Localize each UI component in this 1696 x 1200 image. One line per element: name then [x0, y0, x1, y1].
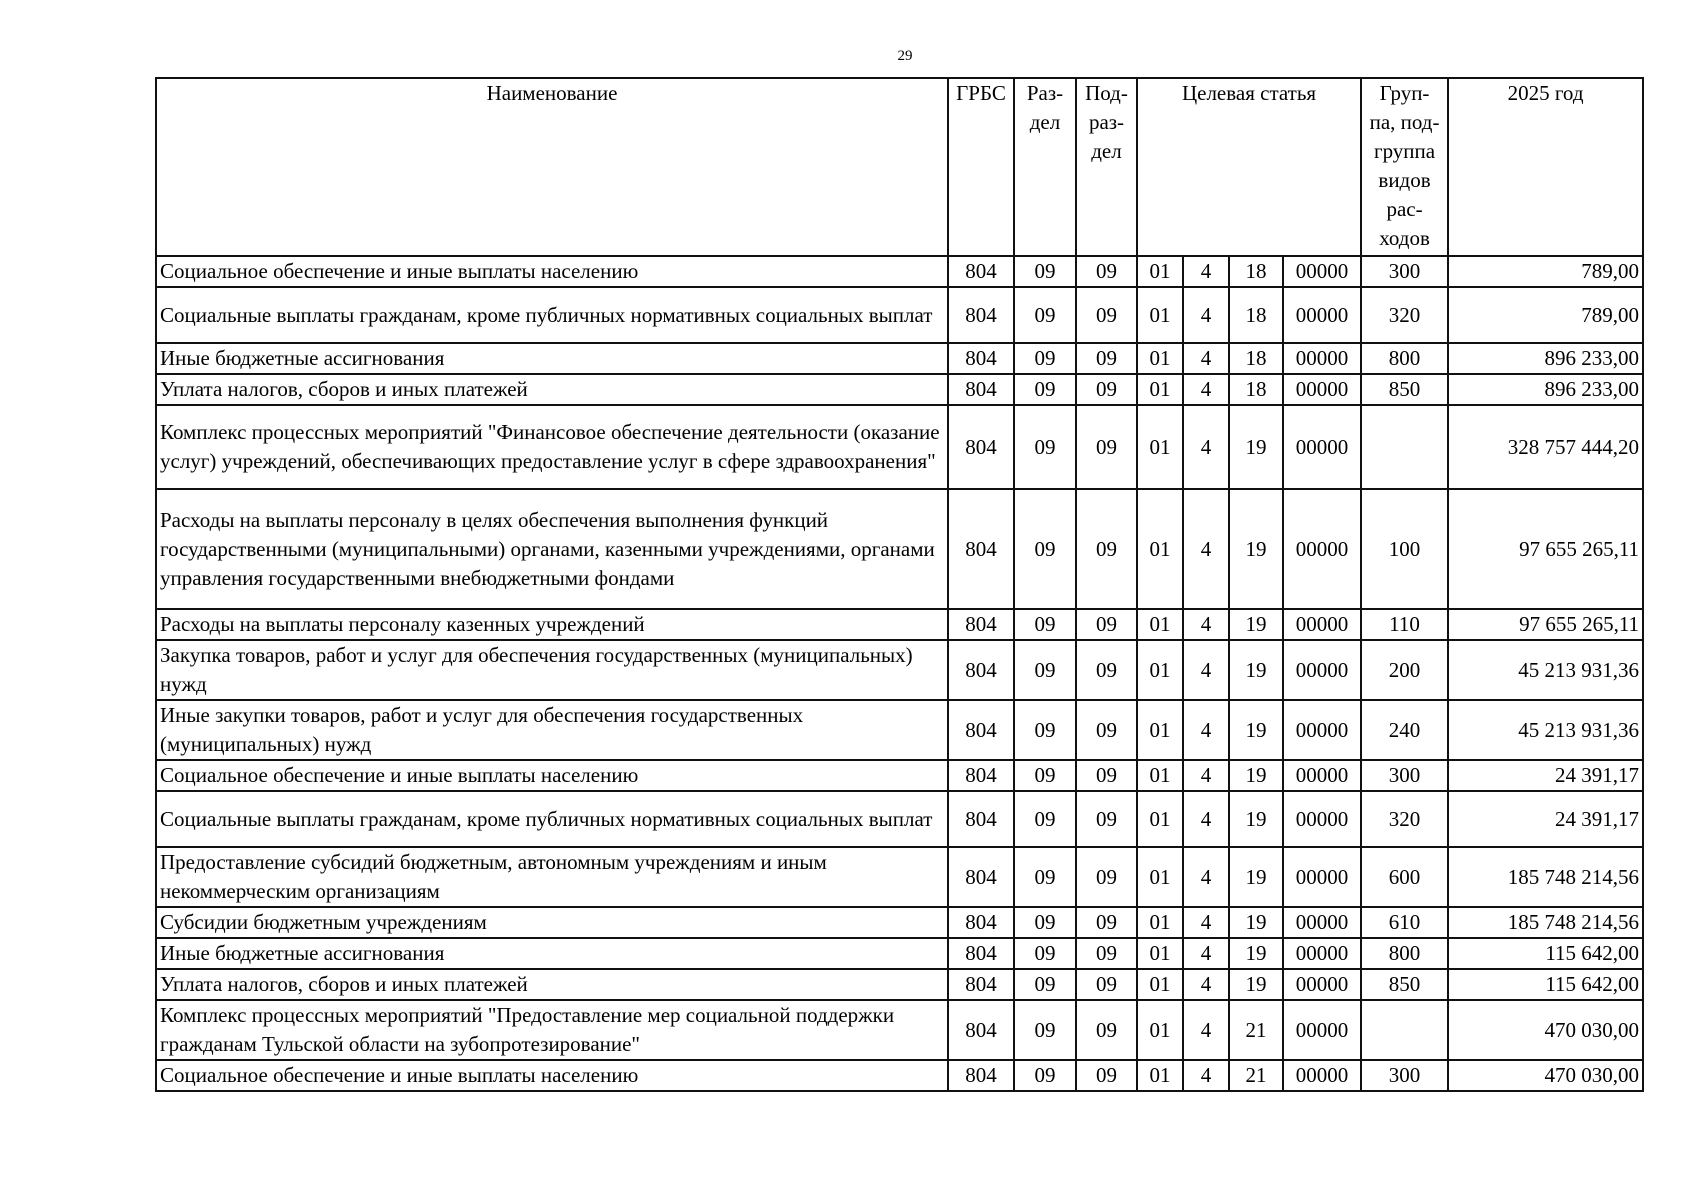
row-razdel: 09: [1014, 847, 1076, 907]
row-amount: 115 642,00: [1448, 938, 1643, 969]
row-target-item: 18: [1229, 343, 1283, 374]
row-grbs: 804: [948, 343, 1014, 374]
row-razdel: 09: [1014, 700, 1076, 760]
row-razdel: 09: [1014, 405, 1076, 489]
row-name: Комплекс процессных мероприятий "Предоставление мер социальной поддержки гражданам Тульской области на зубопротезирование": [156, 1000, 948, 1060]
header-year: 2025 год: [1448, 78, 1643, 256]
row-target-direction: 00000: [1283, 256, 1361, 287]
row-target-type: 4: [1183, 405, 1229, 489]
row-amount: 328 757 444,20: [1448, 405, 1643, 489]
row-grbs: 804: [948, 969, 1014, 1000]
table-row: [156, 489, 1643, 609]
row-target-item: 21: [1229, 1060, 1283, 1091]
row-target-item: 19: [1229, 938, 1283, 969]
row-podrazdel: 09: [1076, 1060, 1137, 1091]
row-razdel: 09: [1014, 609, 1076, 640]
row-target-type: 4: [1183, 343, 1229, 374]
row-target-item: 19: [1229, 760, 1283, 791]
table-row: [156, 256, 1643, 287]
row-target-direction: 00000: [1283, 609, 1361, 640]
table-header-row: [156, 78, 1643, 256]
row-razdel: 09: [1014, 1000, 1076, 1060]
header-name: Наименование: [156, 78, 948, 256]
row-expense-group: 300: [1361, 1060, 1448, 1091]
row-grbs: 804: [948, 1060, 1014, 1091]
row-expense-group: 100: [1361, 489, 1448, 609]
row-grbs: 804: [948, 700, 1014, 760]
row-target-program: 01: [1137, 489, 1183, 609]
row-target-direction: 00000: [1283, 760, 1361, 791]
table-row: [156, 374, 1643, 405]
row-target-program: 01: [1137, 760, 1183, 791]
row-target-direction: 00000: [1283, 907, 1361, 938]
row-name: Социальные выплаты гражданам, кроме публичных нормативных социальных выплат: [156, 791, 948, 847]
row-expense-group: [1361, 1000, 1448, 1060]
row-target-item: 21: [1229, 1000, 1283, 1060]
row-target-program: 01: [1137, 343, 1183, 374]
table-row: [156, 847, 1643, 907]
row-target-program: 01: [1137, 287, 1183, 343]
row-grbs: 804: [948, 938, 1014, 969]
row-name: Социальные выплаты гражданам, кроме публичных нормативных социальных выплат: [156, 287, 948, 343]
row-name: Предоставление субсидий бюджетным, автономным учреждениям и иным некоммерческим организациям: [156, 847, 948, 907]
header-target: Целевая статья: [1137, 78, 1361, 256]
row-grbs: 804: [948, 489, 1014, 609]
row-razdel: 09: [1014, 938, 1076, 969]
row-podrazdel: 09: [1076, 791, 1137, 847]
row-razdel: 09: [1014, 640, 1076, 700]
row-amount: 470 030,00: [1448, 1000, 1643, 1060]
row-podrazdel: 09: [1076, 640, 1137, 700]
row-name: Уплата налогов, сборов и иных платежей: [156, 969, 948, 1000]
table-row: [156, 791, 1643, 847]
row-target-direction: 00000: [1283, 405, 1361, 489]
row-expense-group: 850: [1361, 374, 1448, 405]
row-amount: 789,00: [1448, 287, 1643, 343]
row-name: Уплата налогов, сборов и иных платежей: [156, 374, 948, 405]
row-expense-group: 800: [1361, 938, 1448, 969]
row-target-direction: 00000: [1283, 374, 1361, 405]
row-podrazdel: 09: [1076, 760, 1137, 791]
row-name: Иные бюджетные ассигнования: [156, 938, 948, 969]
row-name: Иные бюджетные ассигнования: [156, 343, 948, 374]
table-row: [156, 287, 1643, 343]
row-name: Социальное обеспечение и иные выплаты населению: [156, 1060, 948, 1091]
row-target-item: 19: [1229, 640, 1283, 700]
row-target-direction: 00000: [1283, 969, 1361, 1000]
table-row: [156, 938, 1643, 969]
row-name: Комплекс процессных мероприятий "Финансовое обеспечение деятельности (оказание услуг) учреждений, обеспечивающих предоставление услуг в сфере здравоохранения": [156, 405, 948, 489]
row-podrazdel: 09: [1076, 374, 1137, 405]
row-target-program: 01: [1137, 847, 1183, 907]
row-expense-group: 610: [1361, 907, 1448, 938]
header-razdel: Раз- дел: [1014, 78, 1076, 256]
row-target-type: 4: [1183, 489, 1229, 609]
row-target-program: 01: [1137, 374, 1183, 405]
row-target-type: 4: [1183, 847, 1229, 907]
row-target-direction: 00000: [1283, 700, 1361, 760]
row-razdel: 09: [1014, 256, 1076, 287]
row-target-item: 19: [1229, 609, 1283, 640]
row-grbs: 804: [948, 760, 1014, 791]
row-expense-group: 300: [1361, 760, 1448, 791]
row-name: Социальное обеспечение и иные выплаты населению: [156, 256, 948, 287]
row-podrazdel: 09: [1076, 256, 1137, 287]
row-target-program: 01: [1137, 256, 1183, 287]
table-row: [156, 609, 1643, 640]
row-grbs: 804: [948, 640, 1014, 700]
row-target-program: 01: [1137, 609, 1183, 640]
row-target-program: 01: [1137, 907, 1183, 938]
row-expense-group: 320: [1361, 791, 1448, 847]
row-target-item: 18: [1229, 374, 1283, 405]
row-target-type: 4: [1183, 1060, 1229, 1091]
row-amount: 789,00: [1448, 256, 1643, 287]
row-amount: 896 233,00: [1448, 343, 1643, 374]
row-target-direction: 00000: [1283, 791, 1361, 847]
row-expense-group: 600: [1361, 847, 1448, 907]
header-grbs: ГРБС: [948, 78, 1014, 256]
row-amount: 97 655 265,11: [1448, 609, 1643, 640]
table-row: [156, 343, 1643, 374]
table-row: [156, 760, 1643, 791]
row-target-type: 4: [1183, 791, 1229, 847]
row-target-type: 4: [1183, 938, 1229, 969]
row-amount: 45 213 931,36: [1448, 640, 1643, 700]
row-target-direction: 00000: [1283, 938, 1361, 969]
row-target-direction: 00000: [1283, 287, 1361, 343]
row-target-type: 4: [1183, 760, 1229, 791]
row-amount: 24 391,17: [1448, 760, 1643, 791]
page-number: 29: [897, 48, 913, 64]
row-target-direction: 00000: [1283, 640, 1361, 700]
row-podrazdel: 09: [1076, 847, 1137, 907]
row-expense-group: 110: [1361, 609, 1448, 640]
row-amount: 185 748 214,56: [1448, 847, 1643, 907]
row-target-program: 01: [1137, 1000, 1183, 1060]
table-row: [156, 640, 1643, 700]
row-name: Расходы на выплаты персоналу в целях обеспечения выполнения функций государственными (муниципальными) органами, казенными учреждениями, органами управления государственными внебюджетными фондами: [156, 489, 948, 609]
header-group: Груп- па, под- группа видов рас- ходов: [1361, 78, 1448, 256]
row-podrazdel: 09: [1076, 609, 1137, 640]
row-name: Расходы на выплаты персоналу казенных учреждений: [156, 609, 948, 640]
row-expense-group: [1361, 405, 1448, 489]
row-expense-group: 300: [1361, 256, 1448, 287]
row-name: Закупка товаров, работ и услуг для обеспечения государственных (муниципальных) нужд: [156, 640, 948, 700]
table-row: [156, 700, 1643, 760]
row-amount: 470 030,00: [1448, 1060, 1643, 1091]
row-amount: 24 391,17: [1448, 791, 1643, 847]
row-target-type: 4: [1183, 907, 1229, 938]
row-expense-group: 200: [1361, 640, 1448, 700]
row-razdel: 09: [1014, 489, 1076, 609]
row-name: Иные закупки товаров, работ и услуг для обеспечения государственных (муниципальных) нужд: [156, 700, 948, 760]
row-target-type: 4: [1183, 287, 1229, 343]
row-target-item: 18: [1229, 287, 1283, 343]
row-target-item: 19: [1229, 907, 1283, 938]
row-amount: 115 642,00: [1448, 969, 1643, 1000]
table-row: [156, 405, 1643, 489]
row-target-type: 4: [1183, 256, 1229, 287]
row-expense-group: 850: [1361, 969, 1448, 1000]
row-amount: 45 213 931,36: [1448, 700, 1643, 760]
row-target-program: 01: [1137, 791, 1183, 847]
row-razdel: 09: [1014, 1060, 1076, 1091]
table-row: [156, 969, 1643, 1000]
row-target-type: 4: [1183, 969, 1229, 1000]
row-expense-group: 240: [1361, 700, 1448, 760]
row-target-program: 01: [1137, 969, 1183, 1000]
row-podrazdel: 09: [1076, 343, 1137, 374]
budget-table: [155, 77, 1644, 1092]
table-row: [156, 1000, 1643, 1060]
row-podrazdel: 09: [1076, 700, 1137, 760]
row-target-type: 4: [1183, 1000, 1229, 1060]
row-razdel: 09: [1014, 374, 1076, 405]
row-expense-group: 320: [1361, 287, 1448, 343]
row-razdel: 09: [1014, 287, 1076, 343]
row-grbs: 804: [948, 907, 1014, 938]
row-razdel: 09: [1014, 907, 1076, 938]
row-target-program: 01: [1137, 1060, 1183, 1091]
row-target-direction: 00000: [1283, 343, 1361, 374]
row-podrazdel: 09: [1076, 1000, 1137, 1060]
header-podrazdel: Под- раз- дел: [1076, 78, 1137, 256]
row-grbs: 804: [948, 847, 1014, 907]
row-grbs: 804: [948, 791, 1014, 847]
row-grbs: 804: [948, 609, 1014, 640]
row-target-direction: 00000: [1283, 1060, 1361, 1091]
row-razdel: 09: [1014, 969, 1076, 1000]
row-razdel: 09: [1014, 343, 1076, 374]
row-target-item: 19: [1229, 847, 1283, 907]
row-razdel: 09: [1014, 760, 1076, 791]
row-target-item: 19: [1229, 489, 1283, 609]
row-name: Социальное обеспечение и иные выплаты населению: [156, 760, 948, 791]
row-target-program: 01: [1137, 938, 1183, 969]
row-target-program: 01: [1137, 700, 1183, 760]
row-expense-group: 800: [1361, 343, 1448, 374]
row-podrazdel: 09: [1076, 405, 1137, 489]
row-amount: 97 655 265,11: [1448, 489, 1643, 609]
row-razdel: 09: [1014, 791, 1076, 847]
row-podrazdel: 09: [1076, 969, 1137, 1000]
row-podrazdel: 09: [1076, 489, 1137, 609]
row-podrazdel: 09: [1076, 287, 1137, 343]
table-row: [156, 907, 1643, 938]
row-target-type: 4: [1183, 700, 1229, 760]
row-grbs: 804: [948, 374, 1014, 405]
row-amount: 185 748 214,56: [1448, 907, 1643, 938]
row-grbs: 804: [948, 405, 1014, 489]
row-target-type: 4: [1183, 640, 1229, 700]
row-target-type: 4: [1183, 609, 1229, 640]
row-target-item: 19: [1229, 791, 1283, 847]
row-target-item: 19: [1229, 700, 1283, 760]
row-amount: 896 233,00: [1448, 374, 1643, 405]
row-target-item: 18: [1229, 256, 1283, 287]
row-target-direction: 00000: [1283, 1000, 1361, 1060]
row-target-item: 19: [1229, 405, 1283, 489]
table-row: [156, 1060, 1643, 1091]
row-podrazdel: 09: [1076, 907, 1137, 938]
row-target-direction: 00000: [1283, 847, 1361, 907]
row-podrazdel: 09: [1076, 938, 1137, 969]
row-target-item: 19: [1229, 969, 1283, 1000]
row-grbs: 804: [948, 287, 1014, 343]
row-target-direction: 00000: [1283, 489, 1361, 609]
row-target-program: 01: [1137, 405, 1183, 489]
row-target-program: 01: [1137, 640, 1183, 700]
row-name: Субсидии бюджетным учреждениям: [156, 907, 948, 938]
row-grbs: 804: [948, 1000, 1014, 1060]
row-grbs: 804: [948, 256, 1014, 287]
row-target-type: 4: [1183, 374, 1229, 405]
